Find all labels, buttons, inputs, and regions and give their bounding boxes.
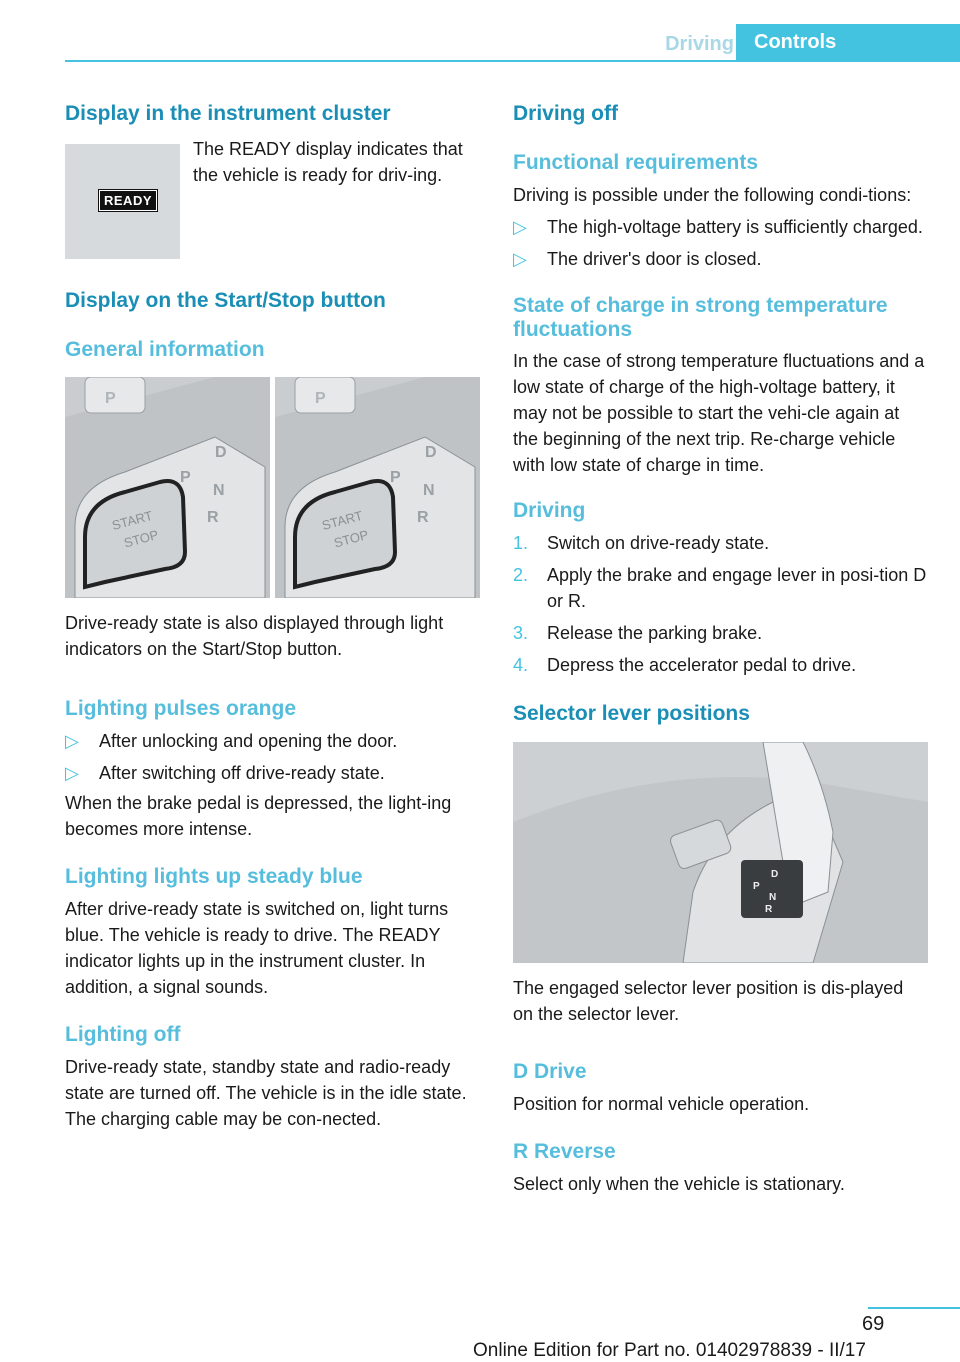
edition-text: Online Edition for Part no. 01402978839 - II/17: [473, 1340, 866, 1361]
list-item: ▷ The high-voltage battery is sufficiently charged.: [513, 214, 928, 240]
off-text: Drive-ready state, standby state and radio-ready state are turned off. The vehicle is in the idle state. The charging cable may be con-nected.: [65, 1057, 467, 1129]
svg-text:R: R: [765, 904, 773, 915]
selector-text: The engaged selector lever position is dis-played on the selector lever.: [513, 978, 904, 1024]
header-section: Driving: [665, 33, 734, 55]
heading-driving: Driving: [513, 499, 586, 522]
step-item: 1. Switch on drive-ready state.: [513, 533, 770, 553]
svg-text:P: P: [315, 390, 326, 407]
functional-text: Driving is possible under the following condi-tions:: [513, 185, 912, 205]
selector-lever-image: [513, 742, 928, 963]
selector-lever-illustration: [513, 742, 928, 963]
functional-list: [513, 214, 928, 272]
triangle-bullet-icon: ▷: [513, 249, 527, 269]
list-item: ▷ After switching off drive-ready state.: [65, 760, 485, 786]
start-stop-button-label-1: START: [110, 507, 155, 534]
heading-driving-off: Driving off: [513, 102, 618, 125]
pulses-list: [65, 728, 485, 786]
heading-d-drive: D Drive: [513, 1060, 587, 1083]
gear-n-1: N: [213, 482, 225, 499]
start-stop-image-2: [275, 377, 480, 598]
d-text: Position for normal vehicle operation.: [513, 1094, 810, 1114]
start-stop-image-1: [65, 377, 270, 598]
ready-badge: READY: [99, 190, 157, 211]
triangle-bullet-icon: ▷: [65, 731, 79, 751]
step-item: 4. Depress the accelerator pedal to drive.: [513, 655, 857, 675]
pulses-text: When the brake pedal is depressed, the light-ing becomes more intense.: [65, 793, 452, 839]
gear-d-1: D: [215, 444, 227, 461]
svg-text:P: P: [390, 469, 401, 486]
heading-selector-lever: Selector lever positions: [513, 702, 750, 725]
heading-r-reverse: R Reverse: [513, 1140, 616, 1163]
triangle-bullet-icon: ▷: [65, 763, 79, 783]
heading-steady-blue: Lighting lights up steady blue: [65, 865, 363, 888]
svg-text:R: R: [417, 509, 429, 526]
general-text: Drive-ready state is also displayed through light indicators on the Start/Stop button.: [65, 613, 444, 659]
svg-text:STOP: STOP: [332, 526, 371, 551]
right-column: [513, 100, 928, 1197]
svg-text:N: N: [769, 892, 777, 903]
step-item: 3. Release the parking brake.: [513, 623, 763, 643]
start-stop-illustration-2: [275, 377, 480, 598]
heading-lighting-off: Lighting off: [65, 1023, 181, 1046]
svg-text:START: START: [320, 507, 365, 534]
heading-pulses-orange: Lighting pulses orange: [65, 697, 297, 720]
header-tab-controls: Controls: [736, 24, 960, 61]
heading-display-button: Display on the Start/Stop button: [65, 289, 386, 312]
ready-block: [65, 139, 485, 259]
heading-state-of-charge: State of charge in strong temperature fluctuations: [513, 294, 888, 341]
svg-text:D: D: [425, 444, 437, 461]
driving-steps: [513, 530, 928, 678]
footer-rule: [868, 1307, 960, 1309]
blue-text: After drive-ready state is switched on, light turns blue. The vehicle is ready to drive. The READY indicator lights up in the instrument cluster. In addition, a signal sounds.: [65, 899, 449, 997]
svg-text:P: P: [753, 881, 760, 892]
r-text: Select only when the vehicle is stationary.: [513, 1174, 845, 1194]
step-item: 2. Apply the brake and engage lever in posi-tion D or R.: [513, 565, 927, 611]
svg-text:D: D: [771, 869, 779, 880]
heading-general-info: General information: [65, 338, 265, 361]
page-number: 69: [862, 1313, 885, 1335]
start-stop-images: [65, 377, 480, 598]
heading-display-cluster: Display in the instrument cluster: [65, 102, 391, 125]
gear-p-1: P: [180, 469, 191, 486]
charge-text: In the case of strong temperature fluctuations and a low state of charge of the high-voltage battery, it may not be possible to start the vehi-cle again at the beginning of the next trip. Re-charge vehicle with low state of charge in time.: [513, 351, 925, 475]
ready-text: The READY display indicates that the vehicle is ready for driv-ing.: [193, 139, 463, 185]
triangle-bullet-icon: ▷: [513, 217, 527, 237]
list-item: ▷ The driver's door is closed.: [513, 246, 928, 272]
gear-r-1: R: [207, 509, 219, 526]
ready-display-image: [65, 144, 180, 259]
svg-text:N: N: [423, 482, 435, 499]
park-p-1: P: [105, 390, 116, 407]
header-rule: [65, 60, 960, 62]
start-stop-illustration-1: [65, 377, 270, 598]
left-column: [65, 100, 485, 1132]
list-item: ▷ After unlocking and opening the door.: [65, 728, 485, 754]
heading-functional-requirements: Functional requirements: [513, 151, 759, 174]
svg-text:STOP: STOP: [122, 526, 161, 551]
